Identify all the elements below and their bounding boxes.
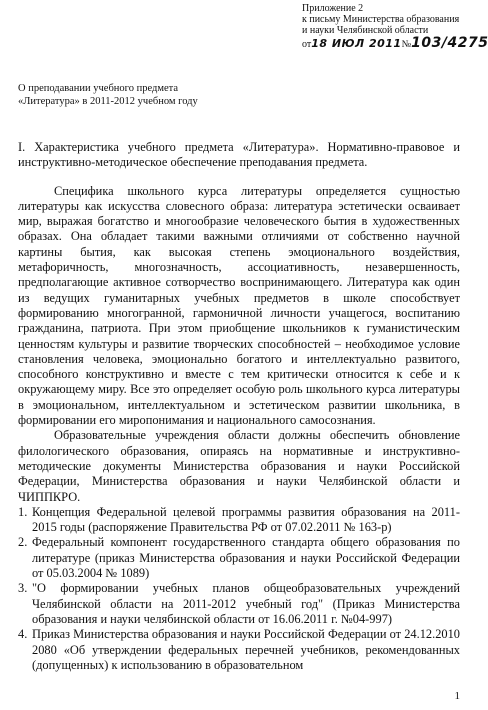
handwritten-date: 18 ИЮЛ 2011 — [311, 37, 402, 50]
handwritten-reference-number: 103/4275 — [411, 35, 488, 51]
list-item — [18, 627, 460, 673]
letter-subject — [18, 82, 278, 108]
section-heading: I. Характеристика учебного предмета «Литература». Нормативно-правовое и инструктивно-методическое обеспечение преподавания предмета. — [18, 140, 460, 170]
list-item-text: Концепция Федеральной целевой программы развития образования на 2011-2015 годы (распоряжение Правительства РФ от 07.02.2011 № 163-р) — [32, 504, 460, 535]
list-item-text: Федеральный компонент государственного стандарта общего образования по литературе (приказ Министерства образования и науки Российской Федерации от 05.03.2004 № 1089) — [32, 535, 460, 581]
annex-title: Приложение 2 — [302, 3, 364, 14]
list-item-number: 4. — [18, 627, 28, 642]
from-label: от — [302, 39, 312, 50]
page-number: 1 — [454, 690, 460, 702]
list-item-number: 1. — [18, 504, 28, 519]
list-item — [18, 505, 460, 536]
document-body — [18, 140, 460, 673]
paragraph-regulatory-basis: Образовательные учреждения области должны обеспечить обновление филологического образования, опираясь на нормативные и инструктивно-методические документы Министерства образования и науки Российской Федерации, Министерства образования и науки Челябинской области и ЧИППКРО. — [18, 428, 460, 504]
annex-block — [302, 3, 488, 51]
paragraph-literature-specifics: Специфика школьного курса литературы определяется сущностью литературы как искусства словесного образа: литература эстетически осваивает мир, выражая богатство и многообразие человеческого бытия в художественных образах. Она обладает такими важными отличиями от собственно научной картины бытия, как высокая степень эмоционального воздействия, метафоричность, многозначность, ассоциативность, незавершенность, предполагающие активное сотворчество воспринимающего. Литература как один из ведущих гуманитарных учебных предметов в школе способствует формированию многогранной, гармоничной личности учащегося, воспитанию гражданина, патриота. При этом приобщение школьников к гуманистическим ценностям культуры и развитие творческих способностей – необходимое условие становления человека, эмоционально богатого и интеллектуально развитого, способного конструктивно и вместе с тем критически относится к себе и к окружающему миру. Все это определяет особую роль школьного курса литературы в эмоциональном, интеллектуальном и эстетическом развитии школьника, в формировании его миропонимания и национального самосознания. — [18, 183, 460, 428]
list-item-text: Приказ Министерства образования и науки Российской Федерации от 24.12.2010 2080 «Об утверждении федеральных перечней учебников, рекомендованных (допущенных) к использованию в образовательном — [32, 627, 460, 672]
annex-line-region: и науки Челябинской области — [302, 25, 429, 36]
regulatory-documents-list — [18, 505, 460, 673]
list-item — [18, 535, 460, 581]
annex-line-ministry: к письму Министерства образования — [302, 14, 460, 25]
annex-reference-line — [302, 35, 488, 51]
list-item — [18, 581, 460, 627]
list-item-number: 2. — [18, 535, 28, 550]
list-item-number: 3. — [18, 581, 28, 596]
subject-line-1: О преподавании учебного предмета — [18, 83, 179, 94]
subject-line-2: «Литература» в 2011-2012 учебном году — [18, 96, 198, 107]
list-item-text: "О формировании учебных планов общеобразовательных учреждений Челябинской области на 2011-2012 учебный год" (Приказ Министерства образования и науки челябинской области от 16.06.2011 г. №04-997) — [32, 581, 460, 626]
number-label: № — [401, 39, 412, 50]
